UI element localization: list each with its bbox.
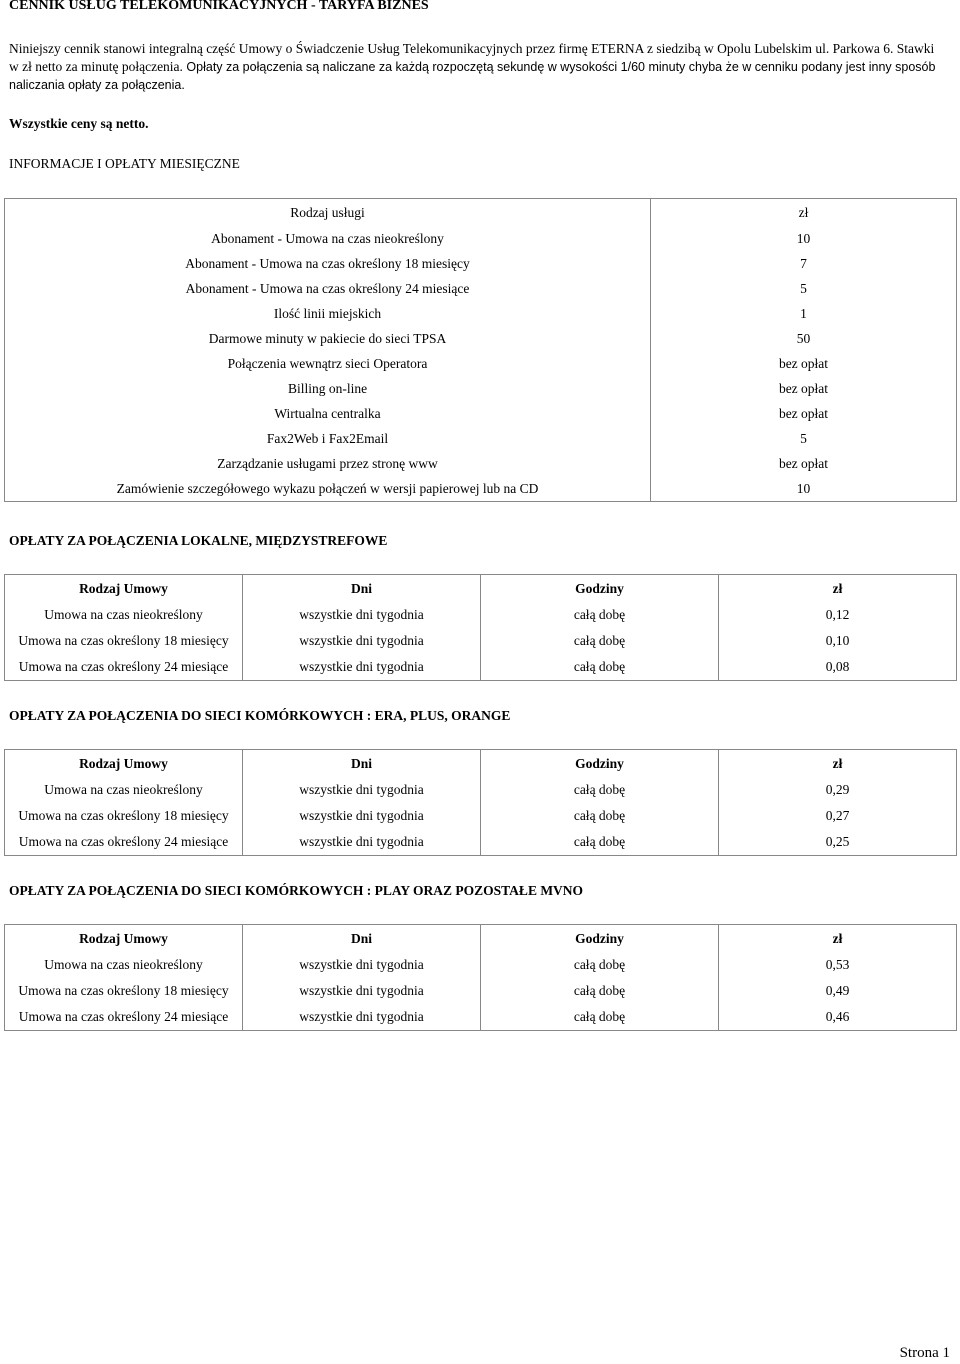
- table-row: [5, 226, 957, 251]
- table-cell: 5: [651, 276, 957, 301]
- table-cell: Billing on-line: [5, 376, 651, 401]
- table-row: [5, 978, 957, 1004]
- mobile-big-section-heading: OPŁATY ZA POŁĄCZENIA DO SIECI KOMÓRKOWYCH : ERA, PLUS, ORANGE: [9, 708, 511, 723]
- table-cell: całą dobę: [481, 952, 719, 978]
- table-cell: 0,08: [719, 654, 957, 681]
- table-row: [5, 777, 957, 803]
- table-cell: 50: [651, 326, 957, 351]
- table-row: [5, 351, 957, 376]
- table-cell: 0,53: [719, 952, 957, 978]
- table-row: [5, 602, 957, 628]
- table-row: [5, 426, 957, 451]
- table-cell: Fax2Web i Fax2Email: [5, 426, 651, 451]
- table-header-row: [5, 750, 957, 778]
- table-cell: Abonament - Umowa na czas określony 24 miesiące: [5, 276, 651, 301]
- intro-text-part1: Niniejszy cennik stanowi integralną część Umowy o Świadczenie Usług Telekomunikacyjnych przez firmę ETERNA z siedzibą w Opolu Lubelskim ul. Parkowa 6. Stawki w zł netto za minutę połączenia.: [9, 41, 935, 74]
- table-cell: 0,25: [719, 829, 957, 856]
- table-cell: 1: [651, 301, 957, 326]
- column-header: Dni: [243, 750, 481, 778]
- table-cell: całą dobę: [481, 654, 719, 681]
- table-cell: wszystkie dni tygodnia: [243, 602, 481, 628]
- table-cell: Abonament - Umowa na czas określony 18 miesięcy: [5, 251, 651, 276]
- table-cell: wszystkie dni tygodnia: [243, 829, 481, 856]
- table-cell: Umowa na czas nieokreślony: [5, 602, 243, 628]
- table-row: [5, 451, 957, 476]
- table-cell: Umowa na czas określony 18 miesięcy: [5, 803, 243, 829]
- table-cell: całą dobę: [481, 829, 719, 856]
- table-row: [5, 326, 957, 351]
- intro-text-part2: Opłaty za połączenia są naliczane za każdą rozpoczętą sekundę w wysokości 1/60 minuty chyba że w cenniku podany jest inny sposób naliczania opłaty za połączenia.: [9, 59, 936, 92]
- column-header: Dni: [243, 925, 481, 953]
- table-cell: bez opłat: [651, 376, 957, 401]
- intro-paragraph: [9, 40, 944, 95]
- table-cell: Zamówienie szczegółowego wykazu połączeń w wersji papierowej lub na CD: [5, 476, 651, 502]
- table-cell: Umowa na czas określony 24 miesiące: [5, 1004, 243, 1031]
- mobile-other-calls-body: [5, 925, 957, 1031]
- table-cell: Połączenia wewnątrz sieci Operatora: [5, 351, 651, 376]
- table-cell: Zarządzanie usługami przez stronę www: [5, 451, 651, 476]
- table-cell: 10: [651, 476, 957, 502]
- table-row: [5, 276, 957, 301]
- column-header: Godziny: [481, 750, 719, 778]
- table-cell: bez opłat: [651, 451, 957, 476]
- column-header: zł: [719, 750, 957, 778]
- column-header: zł: [719, 575, 957, 603]
- table-header-row: [5, 199, 957, 227]
- table-cell: 0,10: [719, 628, 957, 654]
- table-cell: 7: [651, 251, 957, 276]
- table-cell: Umowa na czas nieokreślony: [5, 777, 243, 803]
- table-header-row: [5, 925, 957, 953]
- table-cell: wszystkie dni tygodnia: [243, 1004, 481, 1031]
- table-cell: całą dobę: [481, 803, 719, 829]
- table-row: [5, 829, 957, 856]
- mobile-big-calls-table: [4, 749, 957, 856]
- table-cell: wszystkie dni tygodnia: [243, 803, 481, 829]
- table-cell: wszystkie dni tygodnia: [243, 777, 481, 803]
- table-cell: Umowa na czas określony 18 miesięcy: [5, 978, 243, 1004]
- table-cell: Umowa na czas określony 18 miesięcy: [5, 628, 243, 654]
- table-header-row: [5, 575, 957, 603]
- column-header: Rodzaj Umowy: [5, 575, 243, 603]
- table-cell: wszystkie dni tygodnia: [243, 978, 481, 1004]
- mobile-other-calls-table: [4, 924, 957, 1031]
- table-cell: 0,49: [719, 978, 957, 1004]
- table-row: [5, 952, 957, 978]
- column-header: Dni: [243, 575, 481, 603]
- table-row: [5, 476, 957, 502]
- table-row: [5, 1004, 957, 1031]
- column-header: zł: [719, 925, 957, 953]
- table-cell: wszystkie dni tygodnia: [243, 628, 481, 654]
- page-number: Strona 1: [899, 1345, 950, 1361]
- table-cell: całą dobę: [481, 777, 719, 803]
- mobile-other-section-heading: OPŁATY ZA POŁĄCZENIA DO SIECI KOMÓRKOWYCH : PLAY ORAZ POZOSTAŁE MVNO: [9, 883, 584, 898]
- monthly-fees-table: [4, 198, 957, 502]
- local-section-heading: OPŁATY ZA POŁĄCZENIA LOKALNE, MIĘDZYSTREFOWE: [9, 533, 388, 548]
- table-row: [5, 401, 957, 426]
- table-cell: całą dobę: [481, 978, 719, 1004]
- table-cell: 0,29: [719, 777, 957, 803]
- table-cell: bez opłat: [651, 351, 957, 376]
- column-header: zł: [651, 199, 957, 227]
- table-row: [5, 803, 957, 829]
- column-header: Rodzaj Umowy: [5, 925, 243, 953]
- table-cell: Umowa na czas określony 24 miesiące: [5, 829, 243, 856]
- table-cell: całą dobę: [481, 1004, 719, 1031]
- monthly-section-heading: INFORMACJE I OPŁATY MIESIĘCZNE: [9, 156, 240, 171]
- table-cell: całą dobę: [481, 628, 719, 654]
- column-header: Godziny: [481, 575, 719, 603]
- table-cell: Abonament - Umowa na czas nieokreślony: [5, 226, 651, 251]
- table-cell: 0,46: [719, 1004, 957, 1031]
- table-cell: Wirtualna centralka: [5, 401, 651, 426]
- document-title: CENNIK USŁUG TELEKOMUNIKACYJNYCH - TARYFA BIZNES: [9, 0, 429, 13]
- table-cell: bez opłat: [651, 401, 957, 426]
- table-cell: Umowa na czas określony 24 miesiące: [5, 654, 243, 681]
- table-row: [5, 301, 957, 326]
- local-calls-table: [4, 574, 957, 681]
- table-row: [5, 251, 957, 276]
- table-cell: Ilość linii miejskich: [5, 301, 651, 326]
- local-calls-body: [5, 575, 957, 681]
- column-header: Godziny: [481, 925, 719, 953]
- table-cell: całą dobę: [481, 602, 719, 628]
- table-cell: wszystkie dni tygodnia: [243, 654, 481, 681]
- netto-note: Wszystkie ceny są netto.: [9, 116, 149, 131]
- table-cell: 0,27: [719, 803, 957, 829]
- mobile-big-calls-body: [5, 750, 957, 856]
- table-cell: Darmowe minuty w pakiecie do sieci TPSA: [5, 326, 651, 351]
- monthly-fees-body: [5, 199, 957, 502]
- table-row: [5, 376, 957, 401]
- table-row: [5, 628, 957, 654]
- column-header: Rodzaj Umowy: [5, 750, 243, 778]
- table-cell: 10: [651, 226, 957, 251]
- table-cell: 0,12: [719, 602, 957, 628]
- table-cell: wszystkie dni tygodnia: [243, 952, 481, 978]
- table-cell: Umowa na czas nieokreślony: [5, 952, 243, 978]
- table-row: [5, 654, 957, 681]
- table-cell: 5: [651, 426, 957, 451]
- column-header: Rodzaj usługi: [5, 199, 651, 227]
